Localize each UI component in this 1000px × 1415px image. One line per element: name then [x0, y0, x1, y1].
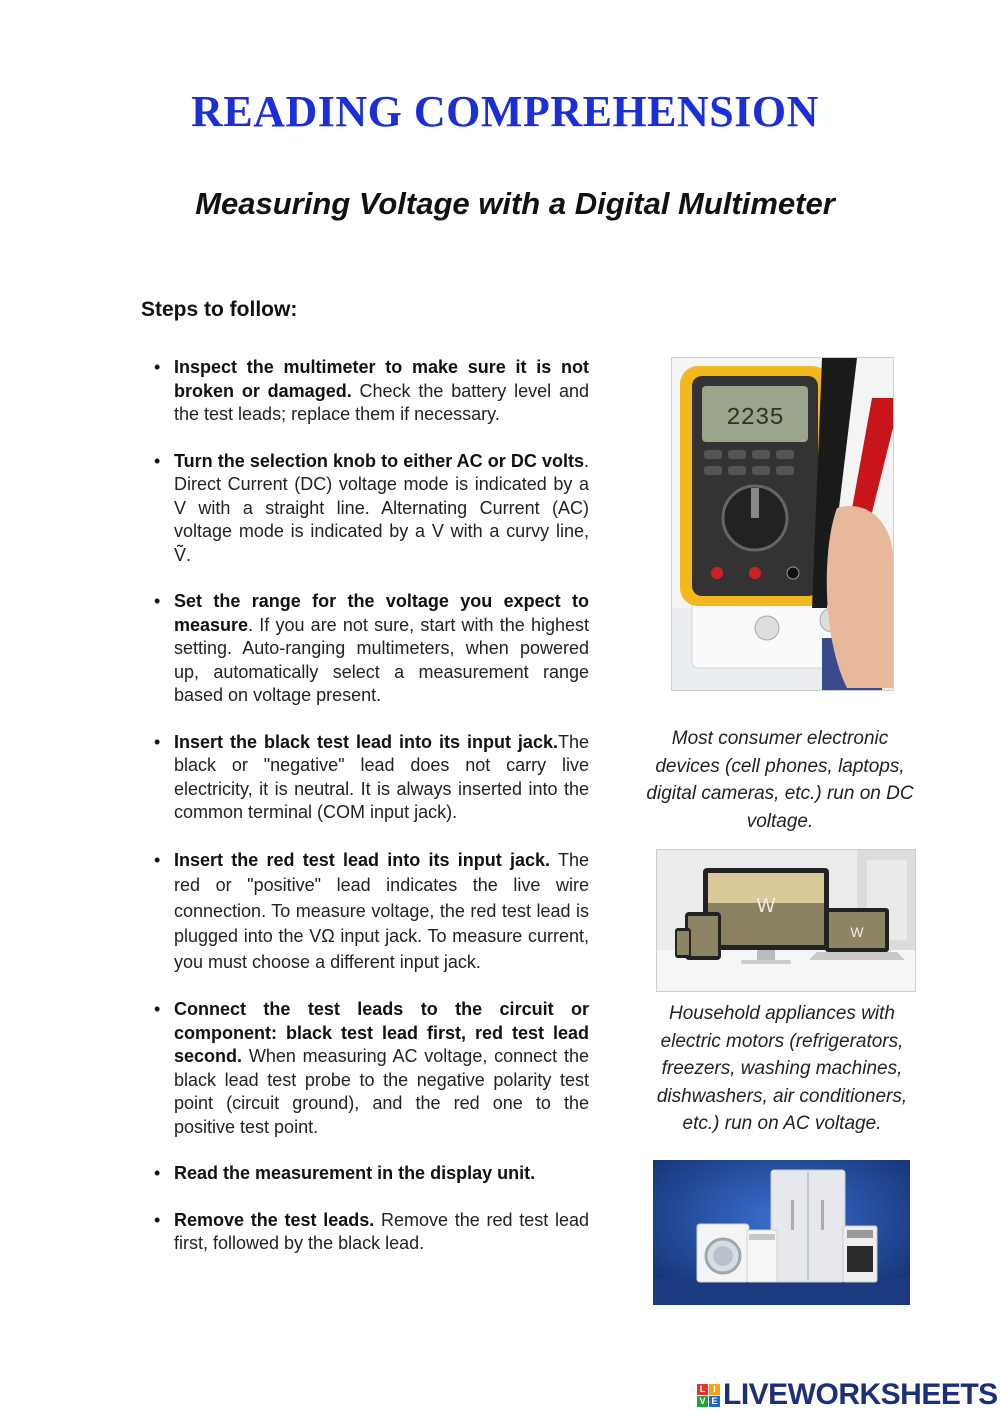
step-item [152, 590, 589, 708]
brand-name: LIVEWORKSHEETS [723, 1378, 998, 1411]
bullet-icon: • [154, 999, 161, 1019]
step-text: The black or "negative" lead does not carry live electricity, it is neutral. It is always inserted into the common terminal (COM input jack). [174, 731, 589, 822]
multimeter-image [671, 357, 894, 691]
step-bold: Remove the test leads. [174, 1209, 375, 1230]
step-bold: Read the measurement in the display unit. [174, 1163, 536, 1183]
step-bold: Inspect the multimeter to make sure it is not broken or damaged. [174, 357, 589, 401]
bullet-icon: • [154, 357, 161, 377]
devices-illustration [657, 850, 915, 991]
step-text: . If you are not sure, start with the highest setting. Auto-ranging multimeters, when powered up, automatically select a measurement range based on voltage present. [174, 614, 589, 705]
step-item [152, 450, 589, 568]
step-item [152, 848, 589, 976]
step-text: Remove the red test lead first, followed by the black lead. [174, 1209, 589, 1253]
bullet-icon: • [154, 1163, 161, 1183]
bullet-icon: • [154, 450, 161, 471]
steps-list [152, 356, 589, 1279]
bullet-icon: • [154, 591, 161, 611]
liveworksheets-logo [697, 1375, 998, 1415]
devices-image [656, 849, 916, 992]
appliances-illustration [653, 1160, 910, 1305]
badge-letter: V [697, 1396, 708, 1407]
page-subtitle: Measuring Voltage with a Digital Multimeter [195, 186, 835, 221]
step-text: . Direct Current (DC) voltage mode is indicated by a V with a straight line. Alternating Current (AC) voltage mode is indicated by a V with a curvy line, Ṽ. [174, 450, 589, 565]
page-title: READING COMPREHENSION [191, 87, 819, 136]
step-item [152, 356, 589, 427]
step-bold: Insert the black test lead into its input jack. [174, 731, 558, 752]
svg-text:W: W [850, 924, 864, 940]
step-item [152, 1162, 589, 1186]
badge-letter: I [709, 1384, 720, 1395]
step-bold: Insert the red test lead into its input jack. [174, 849, 551, 870]
bullet-icon: • [154, 849, 161, 870]
multimeter-display: 2235 [726, 405, 784, 432]
step-item [152, 1209, 589, 1256]
steps-heading: Steps to follow: [141, 298, 298, 321]
caption-dc: Most consumer electronic devices (cell phones, laptops, digital cameras, etc.) run on DC voltage. [646, 728, 914, 832]
step-bold: Connect the test leads to the circuit or component: black test lead first, red test lead second. [174, 999, 589, 1066]
caption-ac: Household appliances with electric motors (refrigerators, freezers, washing machines, dishwashers, air conditioners, etc.) run on AC voltage. [656, 1003, 908, 1134]
step-item [152, 998, 589, 1139]
step-bold: Turn the selection knob to either AC or DC volts [174, 450, 584, 471]
step-text: When measuring AC voltage, connect the black lead test probe to the negative polarity test point (circuit ground), and the red one to the positive test point. [174, 1046, 589, 1137]
step-text: The red or "positive" lead indicates the live wire connection. To measure voltage, the red test lead is plugged into the VΩ input jack. To measure current, you must choose a different input jack. [174, 849, 589, 972]
step-text: Check the battery level and the test leads; replace them if necessary. [174, 380, 589, 424]
badge-letter: L [697, 1384, 708, 1395]
step-bold: Set the range for the voltage you expect to measure [174, 591, 589, 635]
badge-letter: E [709, 1396, 720, 1407]
logo-badge-icon [697, 1384, 720, 1407]
bullet-icon: • [154, 731, 161, 752]
bullet-icon: • [154, 1209, 161, 1230]
appliances-image [653, 1160, 910, 1305]
svg-text:W: W [756, 895, 776, 917]
multimeter-illustration [672, 358, 893, 690]
step-item [152, 731, 589, 825]
